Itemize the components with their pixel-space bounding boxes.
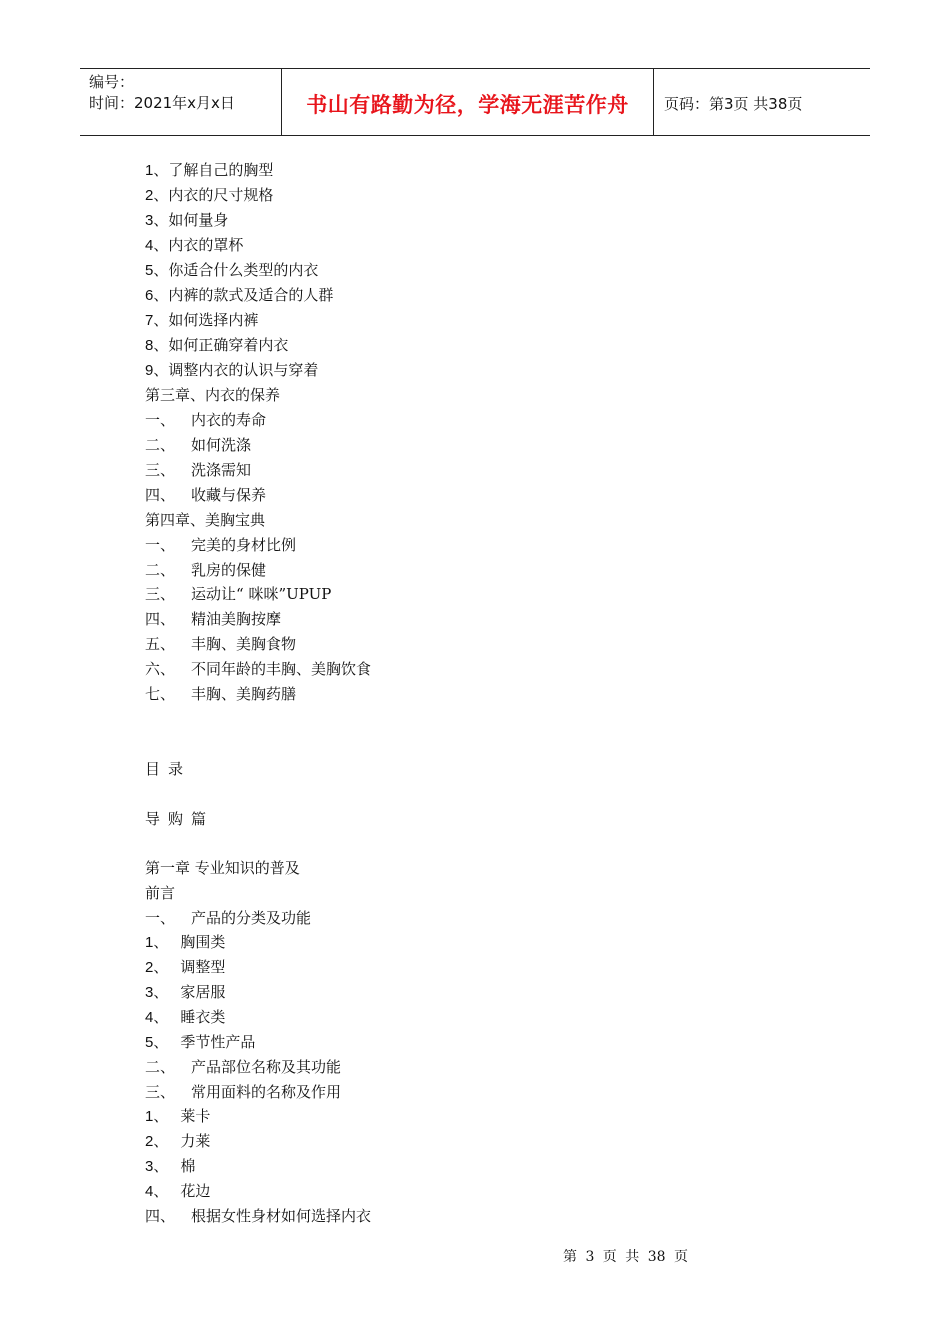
toc-item: 四、 精油美胸按摩 [145,610,282,628]
toc-item: 二、 产品部位名称及其功能 [145,1058,342,1076]
toc-item: 9、调整内衣的认识与穿着 [145,361,319,379]
toc-item: 五、 丰胸、美胸食物 [145,635,297,653]
header-motto: 书山有路勤为径，学海无涯苦作舟 [306,93,629,117]
toc-preface: 前言 [145,884,176,902]
toc-item: 6、内裤的款式及适合的人群 [145,286,334,304]
toc-item: 5、 季节性产品 [145,1033,256,1051]
toc-item: 2、内衣的尺寸规格 [145,186,274,204]
header-motto-cell [282,69,654,135]
toc-item: 一、 内衣的寿命 [145,411,267,429]
toc-item: 2、 力莱 [145,1132,211,1150]
toc-chapter-4: 第四章、美胸宝典 [145,511,266,529]
toc-item: 三、 常用面料的名称及作用 [145,1083,342,1101]
toc-item: 三、 洗涤需知 [145,461,252,479]
toc-item: 4、内衣的罩杯 [145,236,244,254]
toc-item: 4、 睡衣类 [145,1008,226,1026]
toc-chapter-3: 第三章、内衣的保养 [145,386,281,404]
toc-item: 六、 不同年龄的丰胸、美胸饮食 [145,660,372,678]
toc-item: 四、 收藏与保养 [145,486,267,504]
toc-item: 2、 调整型 [145,958,226,976]
toc-item: 二、 乳房的保健 [145,561,267,579]
toc-heading-mulu: 目录 [145,760,192,778]
toc-item: 8、如何正确穿着内衣 [145,336,289,354]
header-page-cell [654,69,870,135]
toc-item: 3、 棉 [145,1157,196,1175]
toc-chapter-1: 第一章 专业知识的普及 [145,859,300,877]
toc-item: 5、你适合什么类型的内衣 [145,261,319,279]
page-header [80,68,870,136]
document-number-label: 编号： [89,73,135,91]
toc-item: 4、 花边 [145,1182,211,1200]
toc-item: 1、了解自己的胸型 [145,161,274,179]
document-date: 时间：2021年x月x日 [89,94,235,112]
page-footer: 第 3 页 共 38 页 [563,1249,688,1265]
toc-item: 一、 完美的身材比例 [145,536,297,554]
toc-heading-daogou: 导购篇 [145,810,215,828]
toc-item: 二、 如何洗涤 [145,436,252,454]
toc-item: 1、 莱卡 [145,1107,211,1125]
header-meta-cell [80,69,282,135]
toc-item: 7、如何选择内裤 [145,311,259,329]
toc-item: 四、 根据女性身材如何选择内衣 [145,1207,372,1225]
toc-item: 3、如何量身 [145,211,229,229]
toc-item: 七、 丰胸、美胸药膳 [145,685,297,703]
toc-item: 一、 产品的分类及功能 [145,909,312,927]
header-page-info: 页码：第3页 共38页 [664,94,803,113]
toc-item: 1、 胸围类 [145,933,226,951]
toc-item: 三、 运动让“ 咪咪”UPUP [145,585,332,603]
toc-item: 3、 家居服 [145,983,226,1001]
